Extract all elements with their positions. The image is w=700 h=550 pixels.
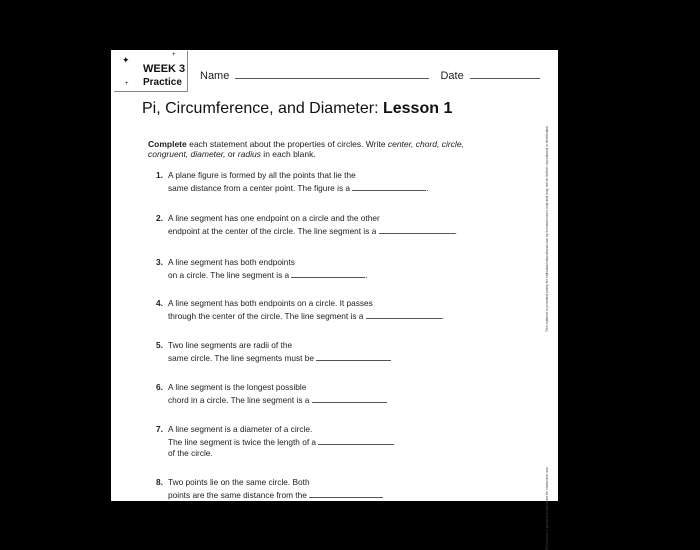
suffix: . xyxy=(441,310,445,321)
question-1 xyxy=(156,170,429,194)
question-text: A plane figure is formed by all the points that lie the xyxy=(168,170,356,180)
sparkle-icon: ✦ xyxy=(122,55,130,65)
instructions-end: in each blank. xyxy=(260,149,316,159)
instructions xyxy=(148,139,468,159)
name-field[interactable] xyxy=(235,70,429,79)
name-label: Name xyxy=(200,70,230,82)
question-number: 3. xyxy=(156,257,163,267)
question-text: Two points lie on the same circle. Both xyxy=(168,477,310,487)
permission-note: Permission is granted to reproduce for classroom use. xyxy=(545,466,549,550)
question-text: points are the same distance from the xyxy=(168,489,307,500)
question-text: through the center of the circle. The line segment is a xyxy=(168,310,364,321)
answer-blank[interactable] xyxy=(312,394,387,403)
instructions-verb: Complete xyxy=(148,139,187,149)
question-7 xyxy=(156,424,394,460)
question-text: on a circle. The line segment is a xyxy=(168,269,290,280)
question-text: A line segment has both endpoints on a circle. It passes xyxy=(168,298,373,308)
title-lesson: Lesson 1 xyxy=(382,100,453,117)
answer-blank[interactable] xyxy=(379,225,455,234)
worksheet-page xyxy=(111,50,558,550)
answer-blank[interactable] xyxy=(352,182,429,193)
copyright-note: This material is provided solely for individual educational use by licensed users only and may not be further reproduced or distributed. xyxy=(545,125,549,332)
question-number: 8. xyxy=(156,477,163,487)
question-text: A line segment is the longest possible xyxy=(168,382,307,392)
week-badge xyxy=(114,51,188,92)
suffix: . xyxy=(426,182,429,193)
question-text: chord in a circle. The line segment is a xyxy=(168,394,310,405)
question-6 xyxy=(156,382,387,406)
instructions-or: or xyxy=(225,149,238,159)
question-number: 1. xyxy=(156,170,163,180)
question-5 xyxy=(156,340,391,364)
name-date-row xyxy=(200,70,540,82)
question-2 xyxy=(156,213,457,237)
question-text: Two line segments are radii of the xyxy=(168,340,293,350)
question-8 xyxy=(156,477,383,501)
date-label: Date xyxy=(440,70,464,82)
answer-blank[interactable] xyxy=(316,352,391,361)
question-text: A line segment is a diameter of a circle. xyxy=(168,424,313,434)
question-text: endpoint at the center of the circle. The line segment is a xyxy=(168,225,377,236)
practice-label: Practice xyxy=(143,77,182,88)
suffix: . xyxy=(454,225,457,236)
page-title xyxy=(142,100,452,118)
answer-blank[interactable] xyxy=(318,436,394,445)
sparkle-icon: + xyxy=(125,81,129,87)
question-4 xyxy=(156,298,444,322)
question-3 xyxy=(156,257,368,281)
question-number: 2. xyxy=(156,213,163,223)
suffix: . xyxy=(365,269,368,280)
question-text: A line segment has both endpoints xyxy=(168,257,295,267)
answer-blank[interactable] xyxy=(366,310,445,321)
week-label: WEEK 3 xyxy=(143,63,186,75)
title-text: Pi, Circumference, and Diameter: xyxy=(142,100,383,117)
instructions-text: each statement about the properties of circles. Write xyxy=(186,139,388,149)
question-text: The line segment is twice the length of a xyxy=(168,436,317,447)
question-text: A line segment has one endpoint on a circle and the other xyxy=(168,213,380,223)
question-number: 5. xyxy=(156,340,163,350)
question-number: 7. xyxy=(156,424,163,434)
instructions-last-word: radius xyxy=(237,149,261,159)
question-text: same distance from a center point. The figure is a xyxy=(168,182,351,193)
date-field[interactable] xyxy=(470,70,540,79)
sparkle-icon: + xyxy=(172,52,176,58)
question-text: same circle. The line segments must be xyxy=(168,352,315,363)
answer-blank[interactable] xyxy=(291,269,368,280)
question-number: 4. xyxy=(156,298,163,308)
question-text: of the circle. xyxy=(168,448,213,458)
answer-blank[interactable] xyxy=(309,489,383,498)
question-number: 6. xyxy=(156,382,163,392)
instructions-words: center, chord, circle, congruent, diameter, xyxy=(148,139,464,159)
